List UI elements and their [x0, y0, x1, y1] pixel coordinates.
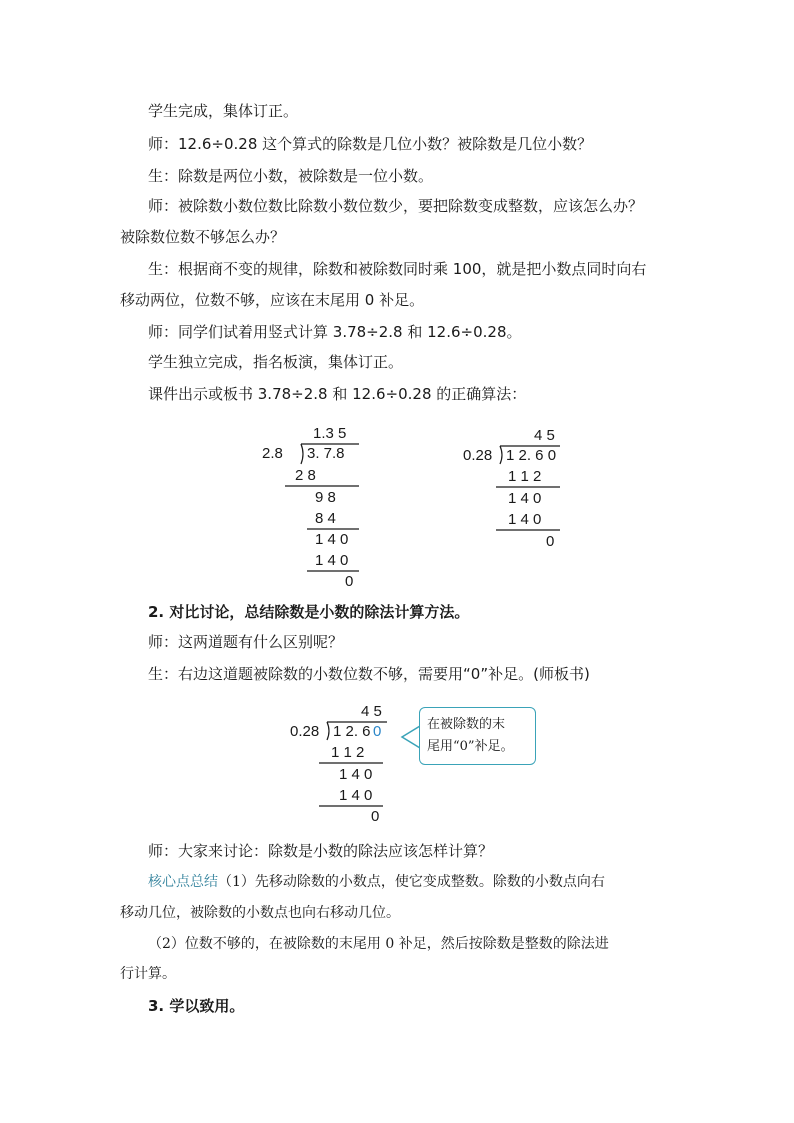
paragraph: 师：同学们试着用竖式计算 3.78÷2.8 和 12.6÷0.28。 [148, 323, 522, 341]
section-heading: 3. 学以致用。 [148, 997, 245, 1015]
paragraph: 师：这两道题有什么区别呢？ [148, 633, 344, 651]
dividend: 1 2. 6 [333, 723, 371, 740]
step-row: 1 4 0 [508, 490, 542, 507]
paragraph: 学生完成，集体订正。 [148, 102, 299, 120]
paragraph: 师：12.6÷0.28 这个算式的除数是几位小数？被除数是几位小数？ [148, 135, 593, 153]
summary-label: 核心点总结 [148, 874, 218, 890]
note-line: 在被除数的末 [427, 717, 506, 732]
step-row: 0 [371, 808, 380, 825]
step-row: 1 1 2 [508, 468, 542, 485]
dividend: 3. 7.8 [307, 445, 345, 462]
section-heading: 2. 对比讨论，总结除数是小数的除法计算方法。 [148, 603, 470, 621]
step-row: 1 1 2 [331, 744, 365, 761]
quotient: 1.3 5 [313, 425, 347, 442]
step-row: 0 [345, 573, 354, 590]
note-line: 尾用“0”补足。 [427, 739, 514, 754]
step-row: 1 4 0 [315, 552, 349, 569]
appended-zero: 0 [373, 723, 382, 740]
paragraph: 生：右边这道题被除数的小数位数不够，需要用“0”补足。(师板书) [148, 665, 590, 683]
paragraph: 生：根据商不变的规律，除数和被除数同时乘 100，就是把小数点同时向右 [148, 260, 647, 278]
summary-line: （2）位数不够的，在被除数的末尾用 0 补足，然后按除数是整数的除法进 [148, 936, 609, 952]
summary-text: （1）先移动除数的小数点，使它变成整数。除数的小数点向右 [218, 874, 605, 890]
quotient: 4 5 [361, 703, 382, 720]
long-division-3 [287, 700, 397, 828]
divisor: 0.28 [463, 447, 493, 464]
paragraph: 被除数位数不够怎么办？ [120, 228, 286, 246]
callout-note [419, 707, 536, 765]
summary-line: 移动几位，被除数的小数点也向右移动几位。 [120, 905, 400, 921]
long-division-1 [255, 422, 375, 592]
quotient: 4 5 [534, 427, 555, 444]
long-division-2 [460, 422, 570, 552]
summary-line: 行计算。 [120, 966, 176, 982]
step-row: 0 [546, 533, 555, 550]
step-row: 1 4 0 [508, 511, 542, 528]
paragraph: 课件出示或板书 3.78÷2.8 和 12.6÷0.28 的正确算法： [148, 385, 527, 403]
paragraph: 学生独立完成，指名板演，集体订正。 [148, 353, 404, 371]
step-row: 9 8 [315, 489, 336, 506]
step-row: 1 4 0 [339, 766, 373, 783]
paragraph: 师：被除数小数位数比除数小数位数少，要把除数变成整数，应该怎么办？ [148, 197, 644, 215]
divisor: 2.8 [262, 445, 283, 462]
step-row: 8 4 [315, 510, 336, 527]
step-row: 1 4 0 [339, 787, 373, 804]
step-row: 2 8 [295, 467, 316, 484]
step-row: 1 4 0 [315, 531, 349, 548]
paragraph: 移动两位，位数不够，应该在末尾用 0 补足。 [120, 291, 425, 309]
summary-line [148, 872, 605, 892]
paragraph: 生：除数是两位小数，被除数是一位小数。 [148, 167, 434, 185]
dividend: 1 2. 6 0 [506, 447, 557, 464]
paragraph: 师：大家来讨论：除数是小数的除法应该怎样计算？ [148, 842, 494, 860]
divisor: 0.28 [290, 723, 320, 740]
